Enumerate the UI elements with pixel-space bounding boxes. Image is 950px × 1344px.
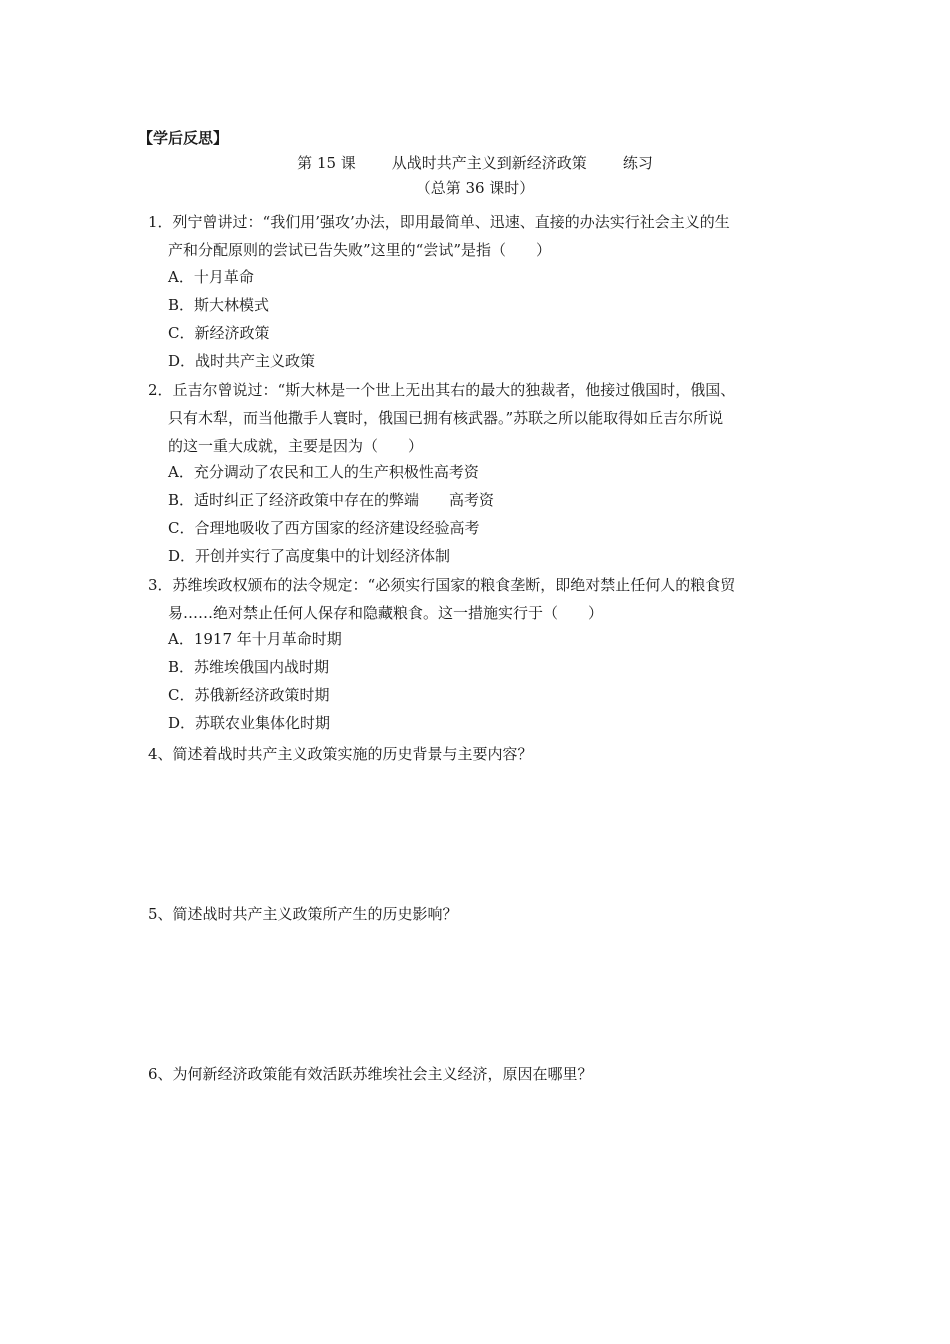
question-2-line-2: 只有木犁，而当他撒手人寰时，俄国已拥有核武器。”苏联之所以能取得如丘吉尔所说 (168, 409, 724, 427)
question-3-option-d: D．苏联农业集体化时期 (168, 714, 331, 732)
question-3-option-c: C．苏俄新经济政策时期 (168, 686, 330, 704)
question-3-option-a: A．1917 年十月革命时期 (168, 630, 342, 648)
question-5: 5、简述战时共产主义政策所产生的历史影响？ (148, 905, 458, 923)
question-1-option-a: A．十月革命 (168, 268, 254, 286)
question-6: 6、为何新经济政策能有效活跃苏维埃社会主义经济，原因在哪里？ (148, 1065, 593, 1083)
question-4: 4、简述着战时共产主义政策实施的历史背景与主要内容？ (148, 745, 533, 763)
lesson-number: 第 15 课 (297, 154, 356, 172)
lesson-title: 从战时共产主义到新经济政策 (391, 154, 587, 172)
question-2-option-c: C．合理地吸收了西方国家的经济建设经验高考 (168, 519, 480, 537)
page-title (0, 152, 950, 173)
question-1-option-d: D．战时共产主义政策 (168, 352, 316, 370)
exercise-label: 练习 (622, 154, 653, 172)
question-3-option-b: B．苏维埃俄国内战时期 (168, 658, 330, 676)
question-2-line-1: 2．丘吉尔曾说过：“斯大林是一个世上无出其右的最大的独裁者，他接过俄国时，俄国、 (148, 381, 736, 399)
total-lesson-count: （总第 36 课时） (415, 179, 535, 197)
question-1-line-1: 1．列宁曾讲过：“我们用’强攻’办法，即用最简单、迅速、直接的办法实行社会主义的生 (148, 213, 730, 231)
section-heading: 【学后反思】 (138, 129, 229, 147)
question-2-option-a: A．充分调动了农民和工人的生产积极性高考资 (168, 463, 479, 481)
question-2-option-b: B．适时纠正了经济政策中存在的弊端 高考资 (168, 491, 495, 509)
question-1-option-c: C．新经济政策 (168, 324, 270, 342)
question-3-line-2: 易……绝对禁止任何人保存和隐藏粮食。这一措施实行于（ ） (168, 604, 604, 622)
question-1-option-b: B．斯大林模式 (168, 296, 270, 314)
question-2-line-3: 的这一重大成就，主要是因为（ ） (168, 437, 424, 455)
question-2-option-d: D．开创并实行了高度集中的计划经济体制 (168, 547, 451, 565)
question-1-line-2: 产和分配原则的尝试已告失败”这里的“尝试”是指（ ） (168, 241, 552, 259)
question-3-line-1: 3．苏维埃政权颁布的法令规定：“必须实行国家的粮食垄断，即绝对禁止任何人的粮食贸 (148, 576, 736, 594)
